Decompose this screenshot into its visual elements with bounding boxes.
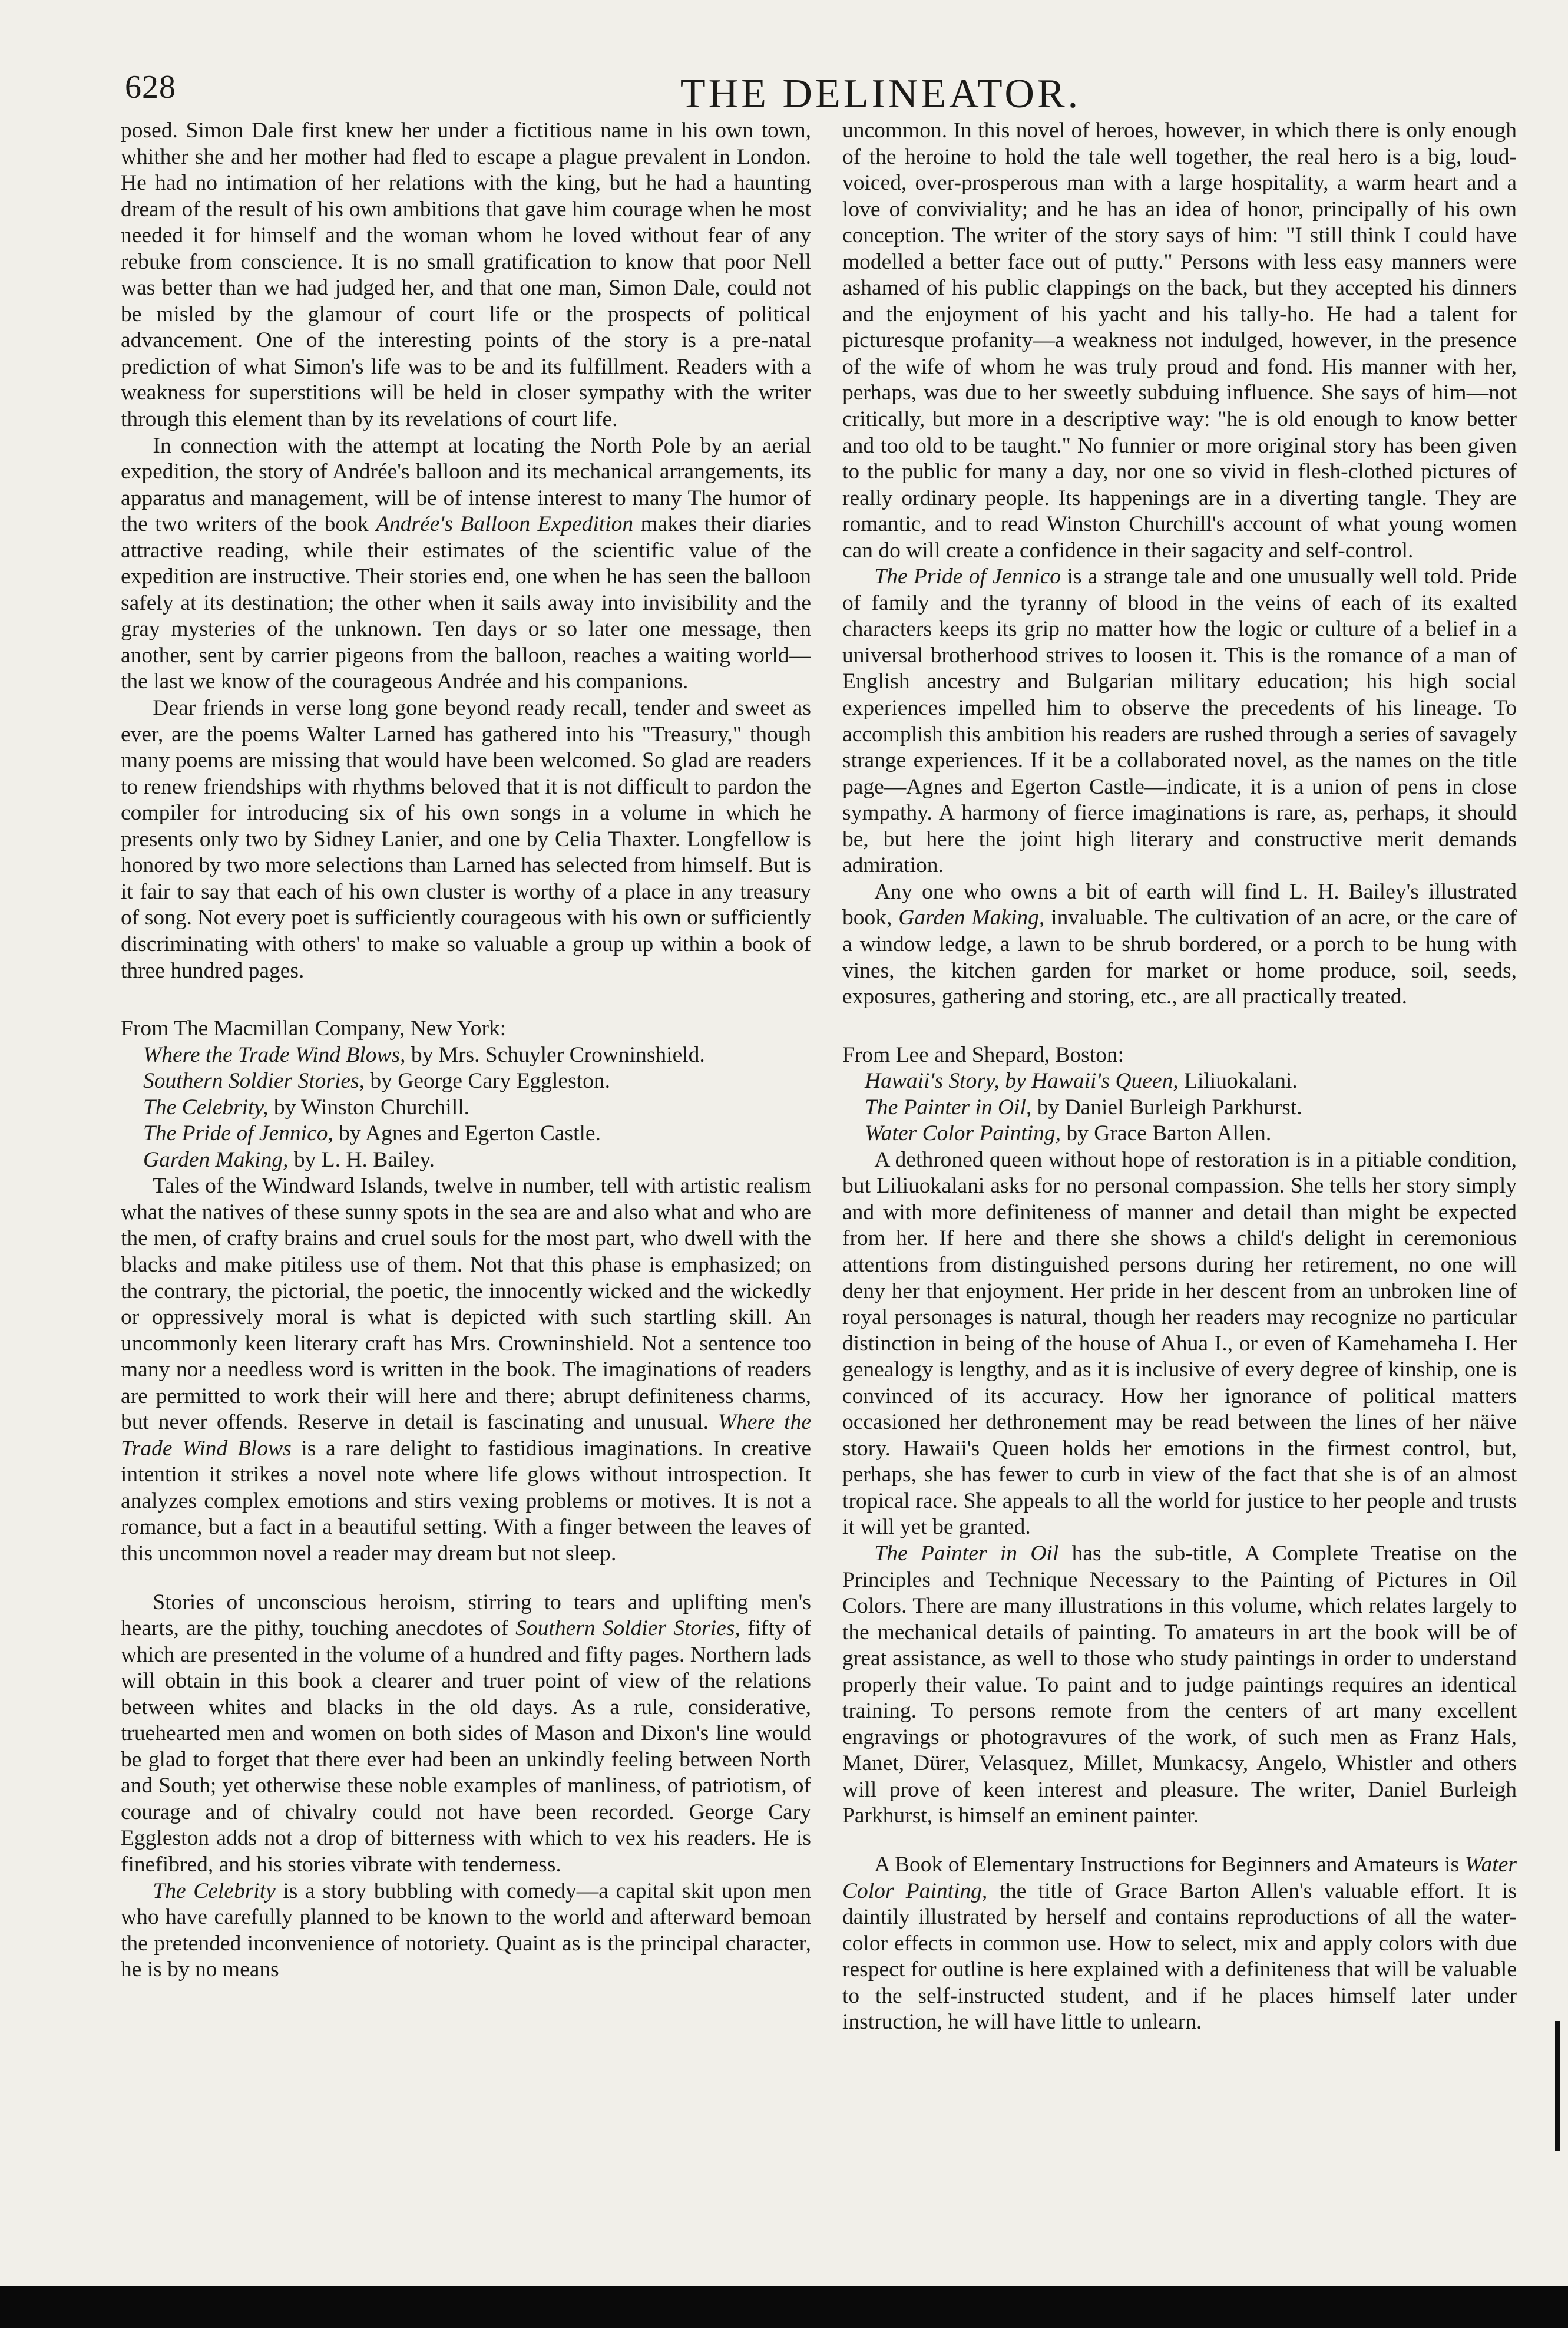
book-title: Southern Soldier Stories, (515, 1616, 740, 1641)
book-listing: Hawaii's Story, by Hawaii's Queen, Liliuokalani. (865, 1069, 1298, 1094)
left-column (121, 118, 811, 2215)
right-column (842, 118, 1517, 2215)
book-title: Where the Trade Wind Blows (121, 1410, 811, 1461)
publisher-heading: From The Macmillan Company, New York: (121, 1016, 507, 1041)
paragraph: In connection with the attempt at locating the North Pole by an aerial expedition, the story of Andrée's balloon and its mechanical arrangements, its apparatus and management, will be of intense interest to many The humor of the two writers of the book Andrée's Balloon Expedition makes their diaries attractive reading, while their estimates of the scientific value of the expedition are instructive. Their stories end, one when he has seen the balloon safely at its destination; the other when it sails away into invisibility and the gray mysteries of the unknown. Ten days or so later one message, then another, sent by carrier pigeons from the balloon, reaches a waiting world—the last we know of the courageous Andrée and his companions. (121, 433, 811, 694)
paragraph: The Celebrity is a story bubbling with comedy—a capital skit upon men who have carefully planned to be known to the world and afterward bemoan the pretended inconvenience of notoriety. Quaint as is the principal character, he is by no means (121, 1878, 811, 1982)
paragraph: A Book of Elementary Instructions for Beginners and Amateurs is Water Color Painting, the title of Grace Barton Allen's valuable effort. It is daintily illustrated by herself and contains reproductions of all the water-color effects in common use. How to select, mix and apply colors with due respect for outline is here explained with a definiteness that will be valuable to the self-instructed student, and if he places himself later under instruction, he will have little to unlearn. (842, 1853, 1517, 2035)
paragraph: uncommon. In this novel of heroes, however, in which there is only enough of the heroine to hold the tale well together, the real hero is a big, loud-voiced, over-prosperous man with a large hospitality, a warm heart and a love of conviviality; and he has an idea of honor, principally of his own conception. The writer of the story says of him: "I still think I could have modelled a better face out of putty." Persons with less easy manners were ashamed of his public clappings on the back, but they accepted his dinners and the enjoyment of his yacht and his tally-ho. He had a talent for picturesque profanity—a weakness not indulged, however, in the presence of the wife of whom he was truly proud and fond. His manner with her, perhaps, was due to her sweetly subduing influence. She says of him—not critically, but more in a descriptive way: "he is old enough to know better and too old to be taught." No funnier or more original story has been given to the public for many a day, nor one so vivid in flesh-clothed pictures of really ordinary people. Its happenings are in a diverting tangle. They are romantic, and to read Winston Churchill's account of what young women can do will create a confidence in their sagacity and self-control. (842, 118, 1517, 563)
book-title: Water Color Painting, (842, 1853, 1517, 1903)
book-title: The Painter in Oil (874, 1541, 1059, 1566)
running-title: THE DELINEATOR. (680, 71, 1081, 117)
scan-bottom-border (0, 2286, 1568, 2328)
book-listing: Where the Trade Wind Blows, by Mrs. Schuyler Crowninshield. (143, 1042, 705, 1067)
paragraph: A dethroned queen without hope of restoration is in a pitiable condition, but Liliuokalani asks for no personal compassion. She tells her story simply and with more definiteness of manner and detail than might be expected from her. If here and there she shows a child's delight in ceremonious attentions from distinguished persons during her retirement, no one will deny her that enjoyment. Her pride in her descent from an unbroken line of royal personages is natural, though her readers may recognize no particular distinction in being of the house of Ahua I., or even of Kamehameha I. Her genealogy is lengthy, and as it is inclusive of every degree of kinship, one is convinced of its accuracy. How her ignorance of political matters occasioned her dethronement may be read between the lines of her näive story. Hawaii's Queen holds her emotions in the firmest control, but, perhaps, she has fewer to curb in view of the fact that she is of an almost tropical race. She appeals to all the world for justice to her people and trusts it will yet be granted. (842, 1147, 1517, 1540)
paragraph: Any one who owns a bit of earth will find L. H. Bailey's illustrated book, Garden Making, invaluable. The cultivation of an acre, or the care of a window ledge, a lawn to be shrub bordered, or a porch to be hung with vines, the kitchen garden for market or home produce, soil, seeds, exposures, gathering and storing, etc., are all practically treated. (842, 879, 1517, 1009)
scan-edge-mark (1555, 2021, 1560, 2151)
book-listing: The Painter in Oil, by Daniel Burleigh Parkhurst. (865, 1095, 1302, 1120)
publisher-list (842, 1042, 1517, 1147)
book-title: The Pride of Jennico (874, 564, 1061, 589)
paragraph: Dear friends in verse long gone beyond ready recall, tender and sweet as ever, are the poems Walter Larned has gathered into his "Treasury," though many poems are missing that would have been welcomed. So glad are readers to renew friendships with rhythms beloved that it is not difficult to pardon the compiler for introducing six of his own songs in a volume in which he presents only two by Sidney Lanier, and one by Celia Thaxter. Longfellow is honored by two more selections than Larned has selected from himself. But is it fair to say that each of his own cluster is worthy of a place in any treasury of song. Not every poet is sufficiently courageous with his own or sufficiently discriminating with others' to make so valuable a group up within a book of three hundred pages. (121, 696, 811, 983)
book-listing: The Celebrity, by Winston Churchill. (143, 1095, 470, 1120)
book-listing: Southern Soldier Stories, by George Cary Eggleston. (143, 1069, 610, 1094)
book-listing: The Pride of Jennico, by Agnes and Egerton Castle. (143, 1121, 601, 1146)
paragraph: The Painter in Oil has the sub-title, A Complete Treatise on the Principles and Technique Necessary to the Painting of Pictures in Oil Colors. There are many illustrations in this volume, which relates largely to the mechanical details of painting. To amateurs in art the book will be of great assistance, as well to those who study paintings in order to understand properly their value. To paint and to judge paintings requires an identical training. To persons remote from the centers of art many excellent engravings or photogravures of the work, of such men as Franz Hals, Manet, Dürer, Velasquez, Millet, Munkacsy, Angelo, Whistler and others will prove of keen interest and pleasure. The writer, Daniel Burleigh Parkhurst, is himself an eminent painter. (842, 1541, 1517, 1828)
paragraph: Stories of unconscious heroism, stirring to tears and uplifting men's hearts, are the pithy, touching anecdotes of Southern Soldier Stories, fifty of which are presented in the volume of a hundred and fifty pages. Northern lads will obtain in this book a clearer and truer point of view of the relations between whites and blacks in the old days. As a rule, considerative, truehearted men and women on both sides of Mason and Dixon's line would be glad to forget that there ever had been an unkindly feeling between North and South; yet otherwise these noble examples of manliness, of patriotism, of courage and of chivalry could not have been recorded. George Cary Eggleston adds not a drop of bitterness with which to vex his readers. He is finefibred, and his stories vibrate with tenderness. (121, 1590, 811, 1877)
book-title: The Celebrity (153, 1878, 276, 1903)
paragraph: Tales of the Windward Islands, twelve in number, tell with artistic realism what the natives of these sunny spots in the sea are and also what and who are the men, of crafty brains and cruel souls for the most part, who dwell with the blacks and make pitiless use of them. Not that this phase is emphasized; on the contrary, the pictorial, the poetic, the innocently wicked and the wickedly or oppressively moral is what is depicted with such startling skill. An uncommonly keen literary craft has Mrs. Crowninshield. Not a sentence too many nor a needless word is written in the book. The imaginations of readers are permitted to work their will here and there; abrupt definiteness charms, but never offends. Reserve in detail is fascinating and unusual. Where the Trade Wind Blows is a rare delight to fastidious imaginations. In creative intention it strikes a novel note where life glows without introspection. It analyzes complex emotions and stirs vexing problems or motives. It is not a romance, but a fact in a beautiful setting. With a finger between the leaves of this uncommon novel a reader may dream but not sleep. (121, 1174, 811, 1566)
publisher-heading: From Lee and Shepard, Boston: (842, 1042, 1124, 1067)
book-title: Andrée's Balloon Expedition (376, 512, 634, 537)
book-listing: Garden Making, by L. H. Bailey. (143, 1147, 435, 1172)
book-title: Garden Making, (898, 906, 1045, 930)
page-number: 628 (125, 69, 176, 105)
publisher-list (121, 1016, 811, 1173)
paragraph: The Pride of Jennico is a strange tale and one unusually well told. Pride of family and the tyranny of blood in the veins of each of its exalted characters keeps its grip no matter how the logic or culture of a belief in a universal brotherhood strives to loosen it. This is the romance of a man of English ancestry and Bulgarian military education; his high social experiences impelled him to observe the precedents of his lineage. To accomplish this ambition his readers are rushed through a series of savagely strange experiences. If it be a collaborated novel, as the names on the title page—Agnes and Egerton Castle—indicate, it is a union of pens in close sympathy. A harmony of fierce imaginations is rare, as, perhaps, it should be, but here the joint high literary and constructive merit demands admiration. (842, 564, 1517, 878)
book-listing: Water Color Painting, by Grace Barton Allen. (865, 1121, 1272, 1146)
paragraph: posed. Simon Dale first knew her under a fictitious name in his own town, whither she and her mother had fled to escape a plague prevalent in London. He had no intimation of her relations with the king, but he had a haunting dream of the result of his own ambitions that gave him courage when he most needed it for himself and the woman whom he loved without fear of any rebuke from conscience. It is no small gratification to know that poor Nell was better than we had judged her, and that one man, Simon Dale, could not be misled by the glamour of court life or the prospects of political advancement. One of the interesting points of the story is a pre-natal prediction of what Simon's life was to be and its fulfillment. Readers with a weakness for superstitions will be held in closer sympathy with the writer through this element than by its revelations of court life. (121, 118, 811, 432)
